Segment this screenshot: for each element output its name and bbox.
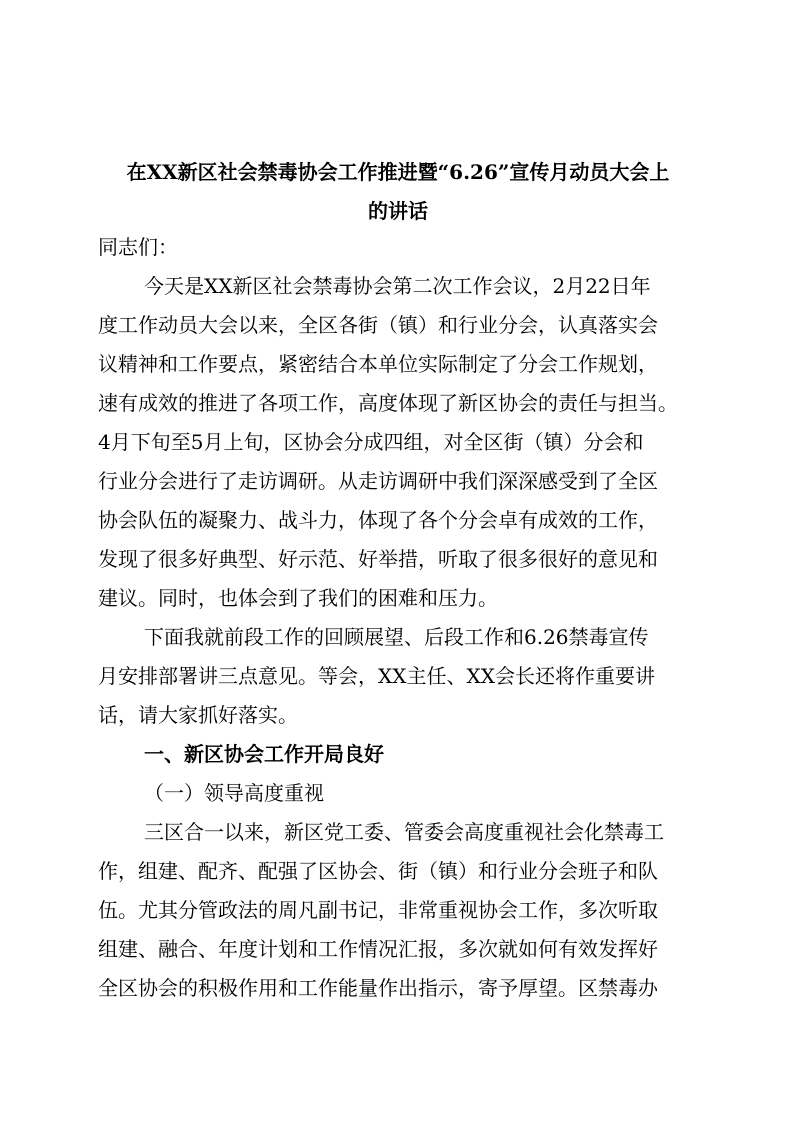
subsection-heading: （一）领导高度重视 [144, 781, 324, 805]
paragraph-line: 度工作动员大会以来，全区各街（镇）和行业分会，认真落实会 [98, 313, 658, 337]
paragraph-line: 三区合一以来，新区党工委、管委会高度重视社会化禁毒工 [144, 820, 664, 844]
paragraph-line: 建议。同时，也体会到了我们的困难和压力。 [98, 586, 498, 610]
paragraph-line: 今天是XX新区社会禁毒协会第二次工作会议，2月22日年 [144, 274, 651, 298]
paragraph-line: 行业分会进行了走访调研。从走访调研中我们深深感受到了全区 [98, 469, 658, 493]
paragraph-line: 伍。尤其分管政法的周凡副书记，非常重视协会工作，多次听取 [98, 898, 658, 922]
paragraph-line: 发现了很多好典型、好示范、好举措，听取了很多很好的意见和 [98, 547, 658, 571]
document-title-line-2: 的讲话 [368, 199, 428, 223]
paragraph-line: 协会队伍的凝聚力、战斗力，体现了各个分会卓有成效的工作， [98, 508, 658, 532]
document-title-line-1: 在XX新区社会禁毒协会工作推进暨“6.26”宣传月动员大会上 [126, 160, 670, 184]
section-heading: 一、新区协会工作开局良好 [144, 742, 384, 766]
salutation: 同志们： [98, 235, 178, 259]
paragraph-line: 月安排部署讲三点意见。等会，XX主任、XX会长还将作重要讲 [98, 664, 655, 688]
paragraph-line: 下面我就前段工作的回顾展望、后段工作和6.26禁毒宣传 [144, 625, 649, 649]
paragraph-line: 议精神和工作要点，紧密结合本单位实际制定了分会工作规划， [98, 352, 658, 376]
paragraph-line: 全区协会的积极作用和工作能量作出指示，寄予厚望。区禁毒办 [98, 976, 658, 1000]
paragraph-line: 速有成效的推进了各项工作，高度体现了新区协会的责任与担当。 [98, 391, 678, 415]
paragraph-line: 组建、融合、年度计划和工作情况汇报，多次就如何有效发挥好 [98, 937, 658, 961]
paragraph-line: 作，组建、配齐、配强了区协会、街（镇）和行业分会班子和队 [98, 859, 658, 883]
paragraph-line: 4月下旬至5月上旬，区协会分成四组，对全区街（镇）分会和 [98, 430, 644, 454]
paragraph-line: 话，请大家抓好落实。 [98, 703, 298, 727]
